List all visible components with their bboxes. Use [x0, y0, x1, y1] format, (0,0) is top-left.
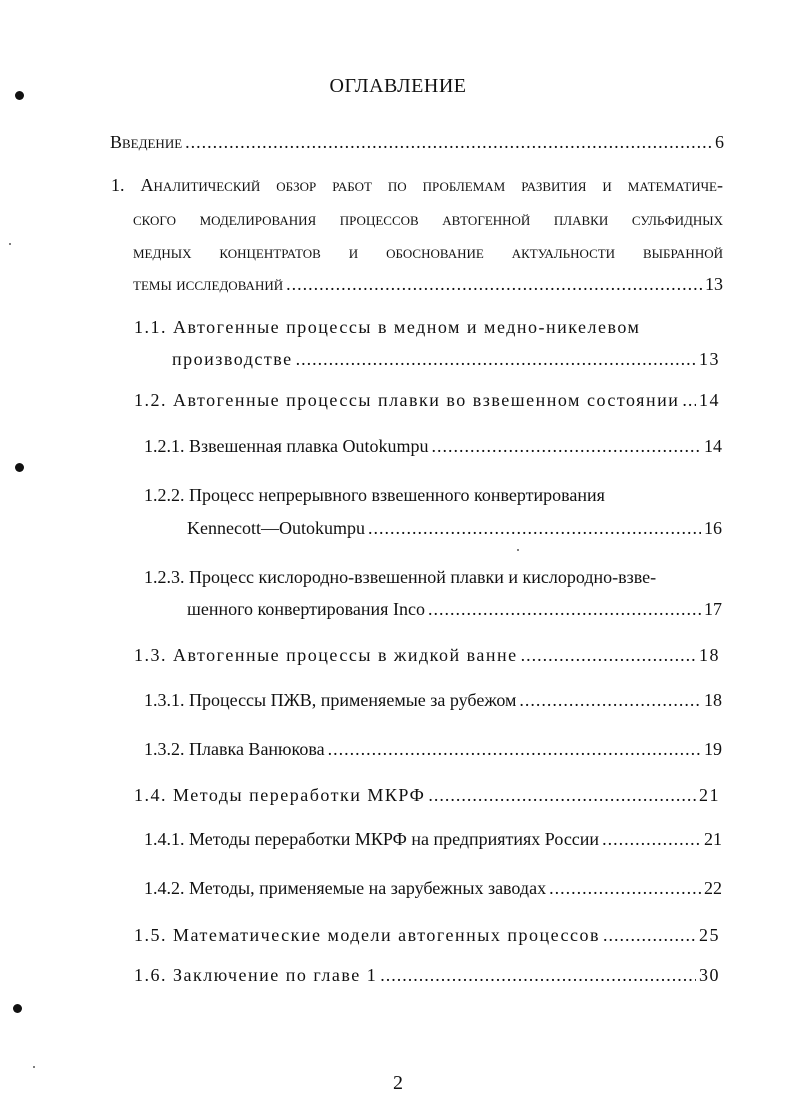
toc-page-number: 21: [704, 829, 722, 849]
toc-section-1-4[interactable]: [134, 785, 720, 806]
toc-entry-label: шенного конвертирования Inco: [187, 599, 425, 619]
toc-leader-dots: [521, 645, 696, 666]
toc-section-1-2-2-line-2[interactable]: [187, 518, 722, 539]
toc-section-1-6[interactable]: [134, 965, 720, 986]
toc-entry-label: 1.3. Автогенные процессы в жидкой ванне: [134, 645, 518, 665]
toc-leader-dots: [328, 739, 701, 760]
toc-leader-dots: [428, 599, 701, 620]
toc-entry-label: 1.5. Математические модели автогенных процессов: [134, 925, 600, 945]
toc-section-1-2-3-line-1[interactable]: 1.2.3. Процесс кислородно-взвешенной плавки и кислородно-взве-: [144, 567, 657, 587]
toc-page-number: 21: [699, 785, 720, 805]
toc-page-number: 13: [699, 349, 720, 369]
page-title: ОГЛАВЛЕНИЕ: [329, 75, 467, 97]
toc-leader-dots: [602, 829, 701, 850]
toc-entry-label: 1.4.2. Методы, применяемые на зарубежных заводах: [144, 878, 547, 898]
toc-chapter-1-line-1[interactable]: 1. Аналитический обзор работ по проблемам развития и математиче-: [111, 175, 723, 195]
toc-page-number: 17: [704, 599, 722, 619]
toc-section-1-3-2[interactable]: [144, 739, 722, 760]
toc-leader-dots: [682, 390, 696, 411]
toc-entry-label: Введение: [110, 132, 183, 152]
toc-leader-dots: [296, 349, 696, 370]
toc-page-number: 30: [699, 965, 720, 985]
toc-page-number: 25: [699, 925, 720, 945]
toc-entry-label: 1.6. Заключение по главе 1: [134, 965, 378, 985]
toc-entry-label: 1.2.1. Взвешенная плавка Outokumpu: [144, 436, 429, 456]
scan-speck: [33, 1066, 35, 1068]
toc-page-number: 14: [704, 436, 722, 456]
toc-page-number: 6: [715, 132, 724, 152]
toc-page-number: 22: [704, 878, 722, 898]
toc-section-1-3[interactable]: [134, 645, 720, 666]
toc-section-1-4-2[interactable]: [144, 878, 722, 899]
toc-chapter-1-line-4[interactable]: [133, 274, 723, 295]
hole-punch-bottom: [13, 1004, 22, 1013]
toc-page-number: 18: [699, 645, 720, 665]
toc-leader-dots: [185, 132, 712, 153]
toc-entry-label: производстве: [172, 349, 293, 369]
toc-entry-label: 1.4. Методы переработки МКРФ: [134, 785, 426, 805]
toc-leader-dots: [431, 436, 701, 457]
toc-chapter-1-line-3[interactable]: медных концентратов и обоснование актуальности выбранной: [133, 242, 723, 262]
scan-speck: [517, 549, 519, 551]
toc-section-1-1-line-2[interactable]: [172, 349, 720, 370]
toc-section-1-4-1[interactable]: [144, 829, 722, 850]
toc-leader-dots: [286, 274, 702, 295]
toc-leader-dots: [519, 690, 701, 711]
toc-entry-label: Kennecott—Outokumpu: [187, 518, 365, 538]
toc-leader-dots: [428, 785, 696, 806]
toc-page-number: 18: [704, 690, 722, 710]
toc-section-1-2-1[interactable]: [144, 436, 722, 457]
hole-punch-middle: [15, 463, 24, 472]
toc-section-1-2-2-line-1[interactable]: 1.2.2. Процесс непрерывного взвешенного конвертирования: [144, 485, 605, 505]
toc-section-1-1-line-1[interactable]: 1.1. Автогенные процессы в медном и медно-никелевом: [134, 317, 641, 337]
toc-section-1-2-3-line-2[interactable]: [187, 599, 722, 620]
page-number: 2: [393, 1072, 403, 1094]
toc-page-number: 19: [704, 739, 722, 759]
toc-leader-dots: [380, 965, 696, 986]
toc-entry-label: 1.3.1. Процессы ПЖВ, применяемые за рубежом: [144, 690, 517, 710]
toc-page-number: 16: [704, 518, 722, 538]
toc-section-1-3-1[interactable]: [144, 690, 722, 711]
toc-page-number: 13: [705, 274, 723, 294]
toc-section-1-2[interactable]: [134, 390, 720, 411]
toc-entry-label: 1.4.1. Методы переработки МКРФ на предприятиях России: [144, 829, 600, 849]
toc-entry-label: темы исследований: [133, 274, 284, 294]
toc-entry-label: 1.2. Автогенные процессы плавки во взвешенном состоянии: [134, 390, 680, 410]
toc-leader-dots: [549, 878, 701, 899]
toc-chapter-1-line-2[interactable]: ского моделирования процессов автогенной плавки сульфидных: [133, 209, 723, 229]
toc-leader-dots: [603, 925, 696, 946]
toc-entry-intro[interactable]: [110, 132, 724, 153]
toc-entry-label: 1.3.2. Плавка Ванюкова: [144, 739, 325, 759]
toc-page-number: 14: [699, 390, 720, 410]
toc-leader-dots: [368, 518, 701, 539]
toc-section-1-5[interactable]: [134, 925, 720, 946]
scan-speck: [9, 243, 11, 245]
